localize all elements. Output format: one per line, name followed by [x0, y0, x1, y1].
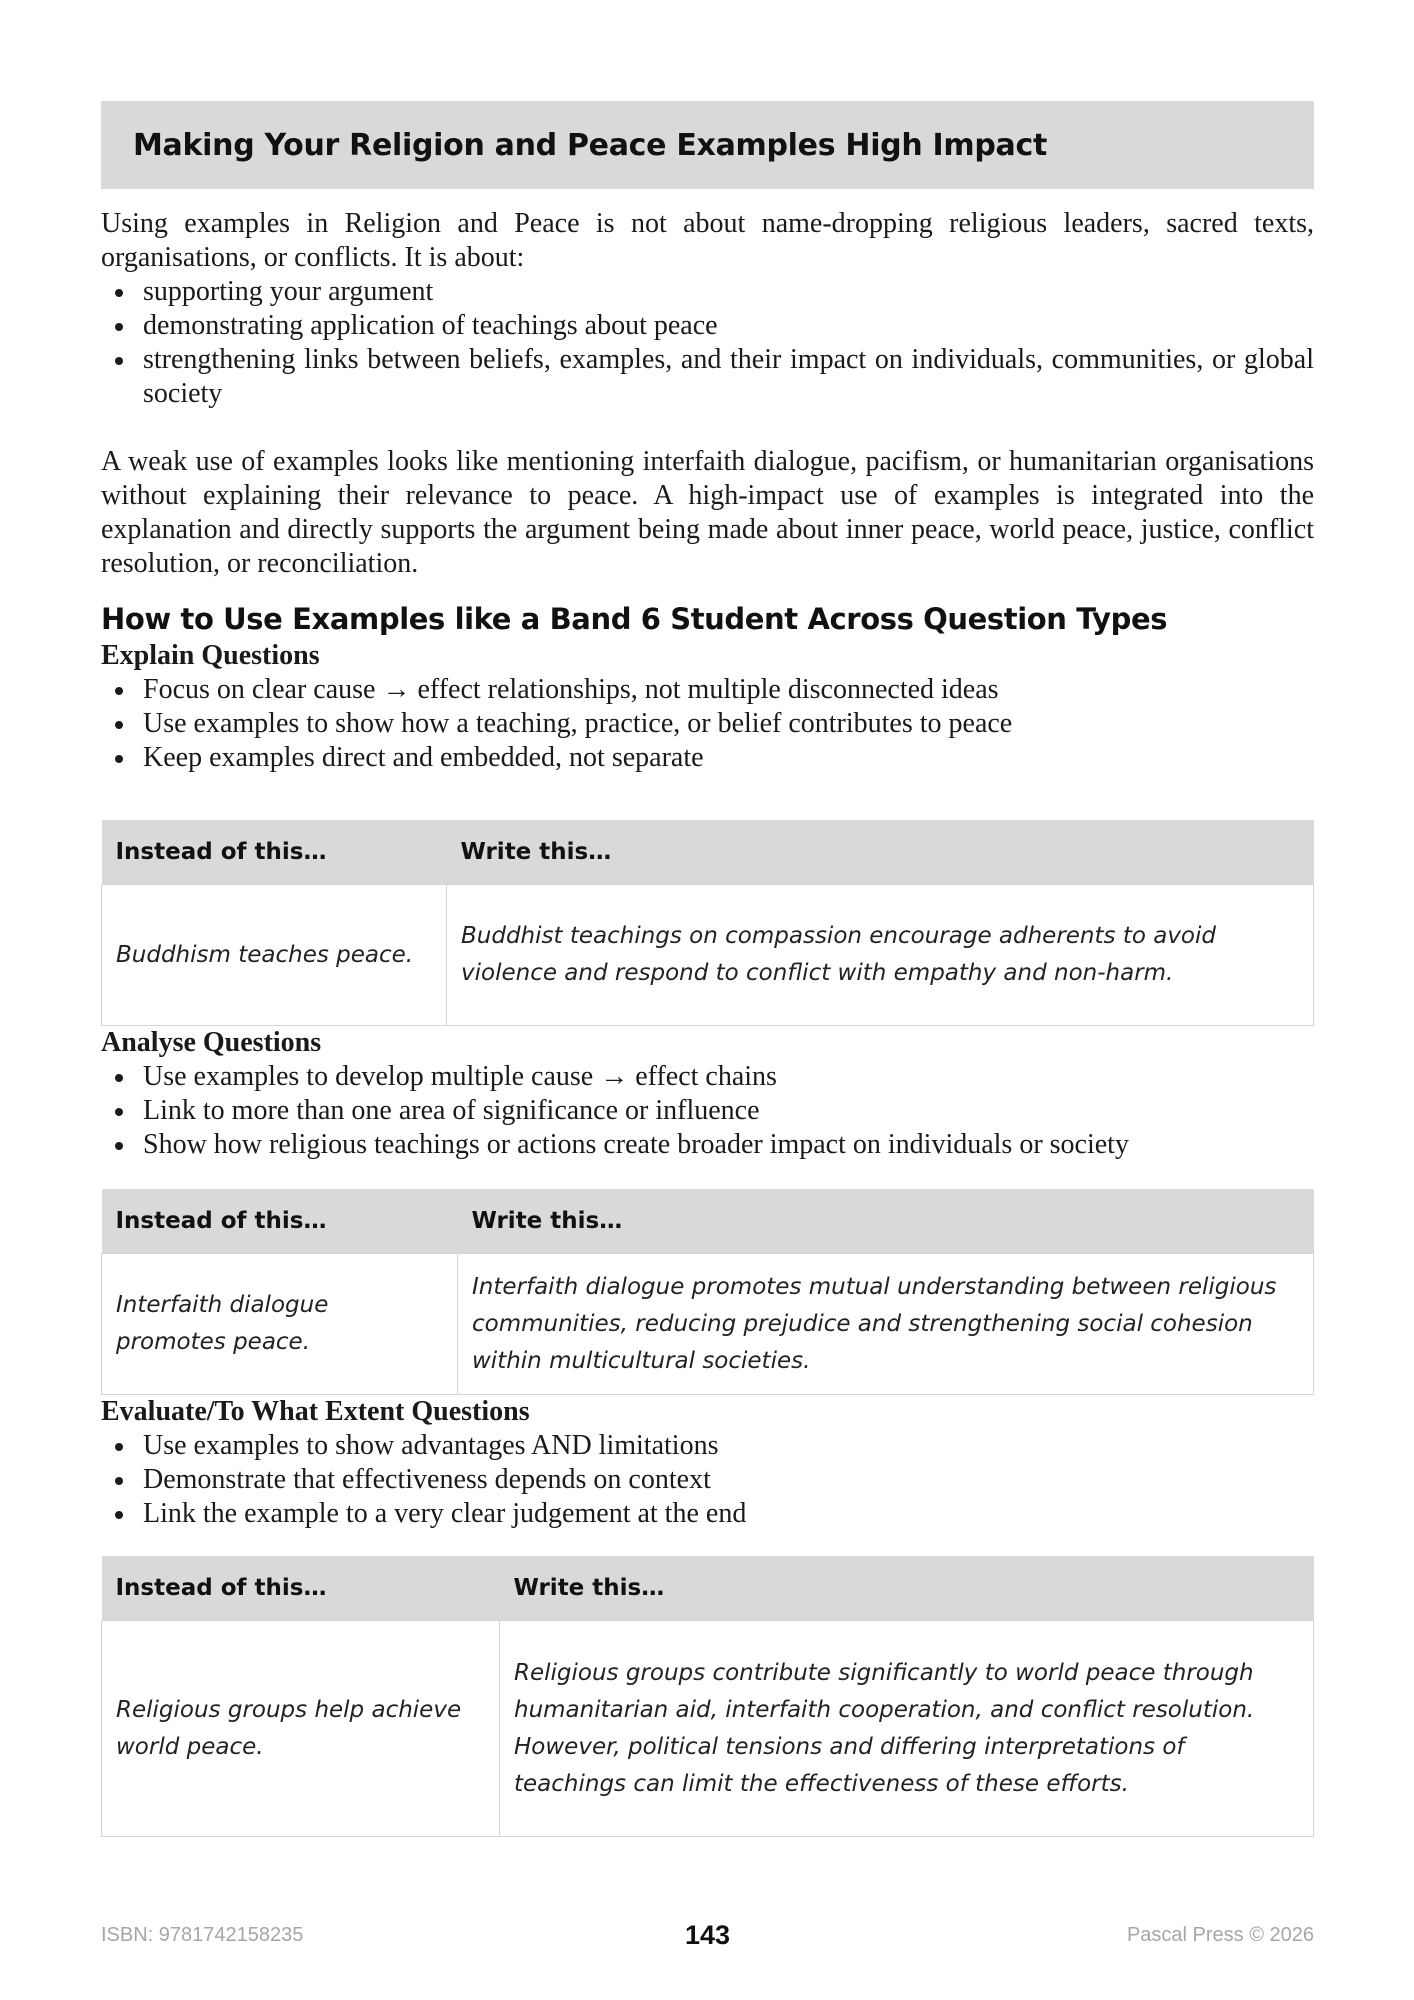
write-cell: Religious groups contribute significantly to world peace through humanitarian aid, interfaith cooperation, and conflict resolution. However, political tensions and differing interpretations of teachings can limit the effectiveness of these efforts. [500, 1621, 1314, 1837]
list-item: Demonstrate that effectiveness depends on context [143, 1463, 1314, 1497]
evaluate-comparison-table [101, 1556, 1314, 1837]
isbn-text: ISBN: 9781742158235 [101, 1924, 304, 1946]
table-header-row [102, 1556, 1314, 1621]
evaluate-questions-heading: Evaluate/To What Extent Questions [101, 1396, 530, 1427]
list-item: Focus on clear cause → effect relationships, not multiple disconnected ideas [143, 673, 1314, 707]
instead-header: Instead of this… [102, 1189, 458, 1254]
explain-bullet-list [101, 673, 1314, 775]
list-item: Link the example to a very clear judgement at the end [143, 1497, 1314, 1531]
instead-header: Instead of this… [102, 820, 447, 885]
title-banner [101, 101, 1314, 189]
page-footer [101, 1920, 1314, 1951]
weak-use-paragraph: A weak use of examples looks like mentioning interfaith dialogue, pacifism, or humanitarian organisations without explaining their relevance to peace. A high-impact use of examples is integrated into the explanation and directly supports the argument being made about inner peace, world peace, justice, conflict resolution, or reconciliation. [101, 446, 1314, 579]
table-row [102, 1254, 1314, 1395]
page-title: Making Your Religion and Peace Examples High Impact [133, 127, 1048, 163]
instead-cell: Buddhism teaches peace. [102, 885, 447, 1026]
analyse-bullet-list [101, 1060, 1314, 1162]
write-header: Write this… [447, 820, 1314, 885]
section-heading: How to Use Examples like a Band 6 Student Across Question Types [101, 602, 1168, 636]
list-item: Link to more than one area of significance or influence [143, 1094, 1314, 1128]
list-item: demonstrating application of teachings about peace [143, 309, 1314, 343]
intro-bullet-list [101, 275, 1314, 411]
instead-header: Instead of this… [102, 1556, 500, 1621]
intro-paragraph: Using examples in Religion and Peace is not about name-dropping religious leaders, sacred texts, organisations, or conflicts. It is about: [101, 208, 1314, 273]
write-header: Write this… [458, 1189, 1314, 1254]
list-item: Use examples to show advantages AND limitations [143, 1429, 1314, 1463]
write-header: Write this… [500, 1556, 1314, 1621]
instead-cell: Interfaith dialogue promotes peace. [102, 1254, 458, 1395]
list-item: strengthening links between beliefs, examples, and their impact on individuals, communities, or global society [143, 344, 1314, 409]
table-row [102, 885, 1314, 1026]
evaluate-bullet-list [101, 1429, 1314, 1531]
write-cell: Interfaith dialogue promotes mutual understanding between religious communities, reducing prejudice and strengthening social cohesion within multicultural societies. [458, 1254, 1314, 1395]
list-item: Show how religious teachings or actions create broader impact on individuals or society [143, 1128, 1314, 1162]
instead-cell: Religious groups help achieve world peace. [102, 1621, 500, 1837]
analyse-questions-heading: Analyse Questions [101, 1027, 322, 1058]
list-item: Use examples to develop multiple cause → effect chains [143, 1060, 1314, 1094]
write-cell: Buddhist teachings on compassion encourage adherents to avoid violence and respond to conflict with empathy and non-harm. [447, 885, 1314, 1026]
table-row [102, 1621, 1314, 1837]
table-header-row [102, 1189, 1314, 1254]
list-item: Keep examples direct and embedded, not separate [143, 741, 1314, 775]
list-item: Use examples to show how a teaching, practice, or belief contributes to peace [143, 707, 1314, 741]
publisher-text: Pascal Press © 2026 [1126, 1924, 1314, 1946]
page-number: 143 [684, 1920, 731, 1950]
explain-comparison-table [101, 820, 1314, 1026]
list-item: supporting your argument [143, 275, 1314, 309]
explain-questions-heading: Explain Questions [101, 640, 320, 671]
table-header-row [102, 820, 1314, 885]
analyse-comparison-table [101, 1189, 1314, 1395]
page-content [101, 101, 1314, 1837]
